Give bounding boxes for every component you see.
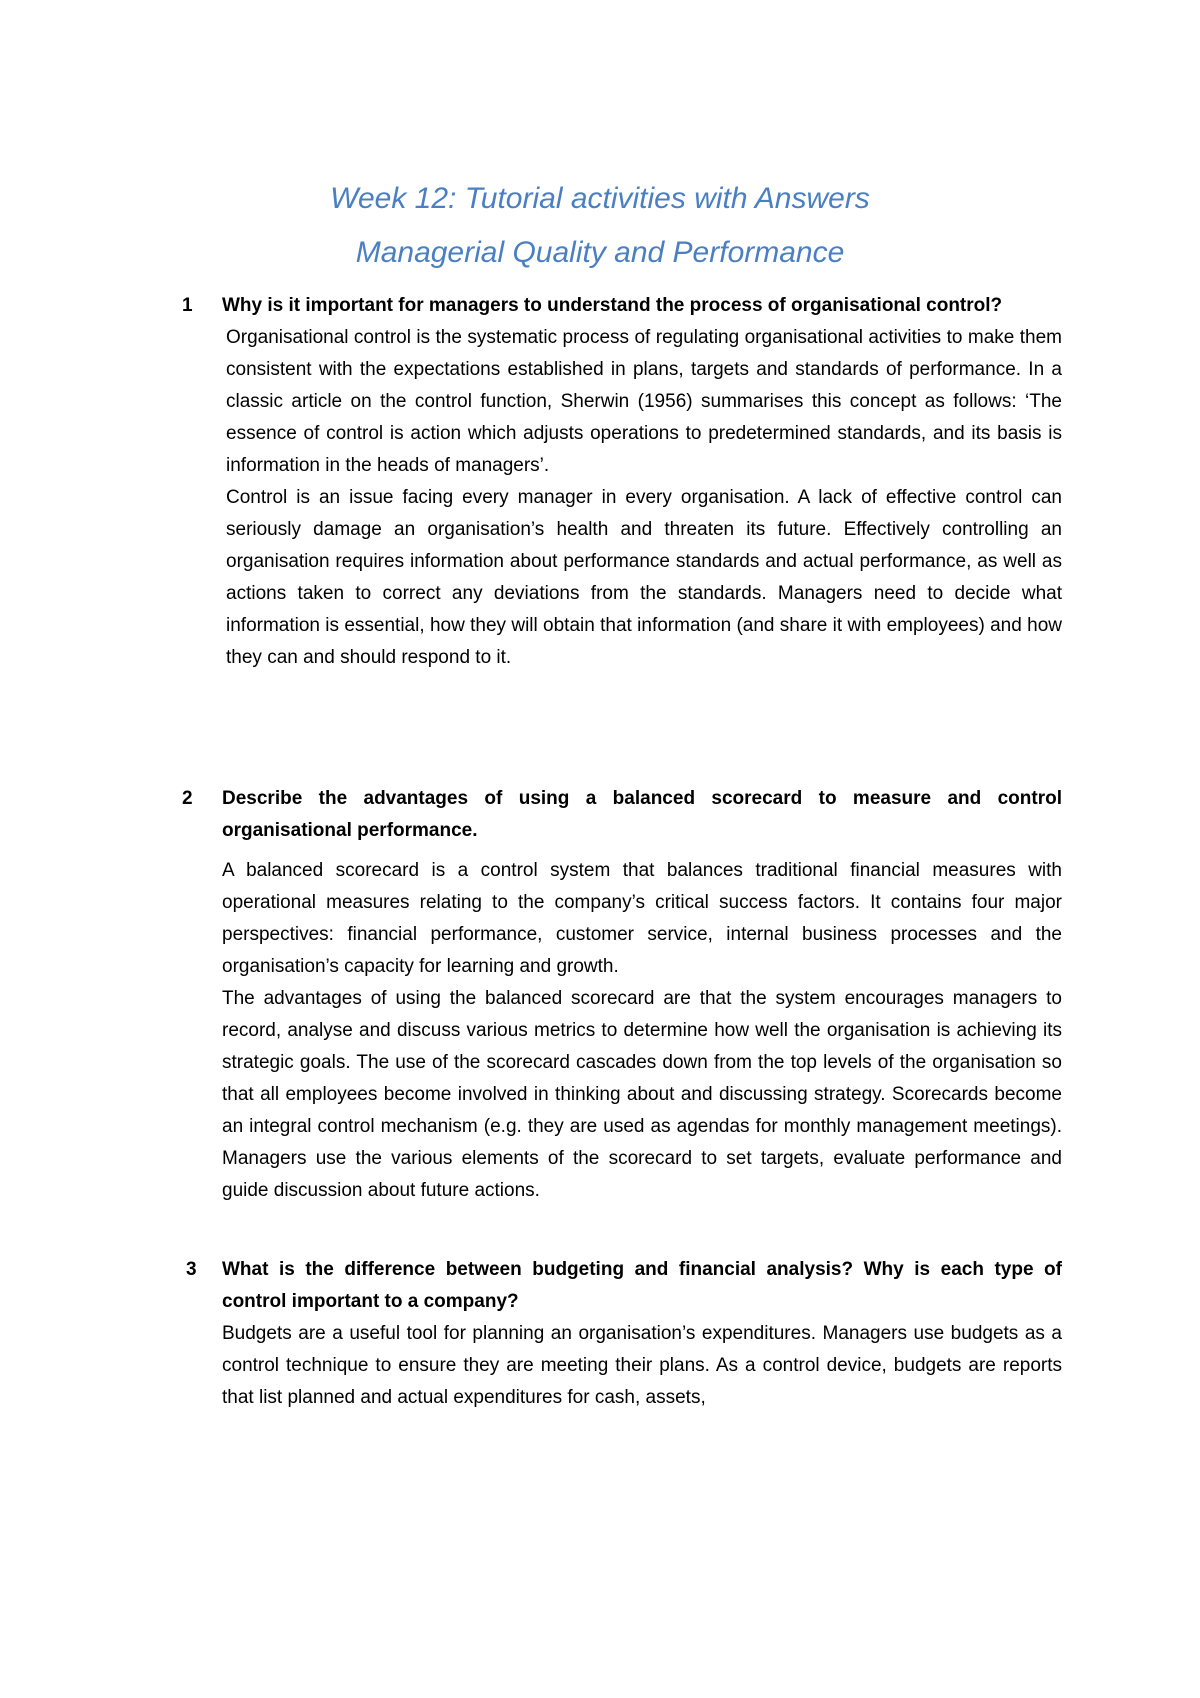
answer-paragraph: The advantages of using the balanced scorecard are that the system encourages managers to record, analyse and discuss various metrics to determine how well the organisation is achieving its strategic goals. The use of the scorecard cascades down from the top levels of the organisation so that all employees become involved in thinking about and discussing strategy. Scorecards become an integral control mechanism (e.g. they are used as agendas for monthly management meetings). Managers use the various elements of the scorecard to set targets, evaluate performance and guide discussion about future actions. bbox=[222, 988, 1062, 1201]
question-number: 3 bbox=[186, 1259, 197, 1280]
question-1 bbox=[182, 290, 1062, 674]
answer-text bbox=[222, 855, 1062, 1207]
answer-paragraph: Budgets are a useful tool for planning an organisation’s expenditures. Managers use budgets as a control technique to ensure they are meeting their plans. As a control device, budgets are reports that list planned and actual expenditures for cash, assets, bbox=[222, 1323, 1062, 1408]
question-text: Why is it important for managers to understand the process of organisational control? bbox=[222, 295, 1003, 316]
title-block bbox=[0, 172, 1200, 280]
answer-text bbox=[222, 1318, 1062, 1414]
question-3 bbox=[182, 1254, 1062, 1414]
answer-paragraph: Control is an issue facing every manager in every organisation. A lack of effective control can seriously damage an organisation’s health and threaten its future. Effectively controlling an organisation requires information about performance standards and actual performance, as well as actions taken to correct any deviations from the standards. Managers need to decide what information is essential, how they will obtain that information (and share it with employees) and how they can and should respond to it. bbox=[226, 487, 1062, 668]
question-number: 1 bbox=[182, 295, 193, 316]
question-number: 2 bbox=[182, 788, 193, 809]
page-subtitle: Managerial Quality and Performance bbox=[355, 236, 845, 269]
question-2 bbox=[182, 783, 1062, 1207]
answer-paragraph: A balanced scorecard is a control system that balances traditional financial measures with operational measures relating to the company’s critical success factors. It contains four major perspectives: financial performance, customer service, internal business processes and the organisation’s capacity for learning and growth. bbox=[222, 860, 1062, 977]
question-text: What is the difference between budgeting and financial analysis? Why is each type of control important to a company? bbox=[222, 1259, 1062, 1312]
question-text: Describe the advantages of using a balanced scorecard to measure and control organisational performance. bbox=[222, 788, 1062, 841]
answer-text bbox=[226, 322, 1062, 674]
answer-paragraph: Organisational control is the systematic process of regulating organisational activities to make them consistent with the expectations established in plans, targets and standards of performance. In a classic article on the control function, Sherwin (1956) summarises this concept as follows: ‘The essence of control is action which adjusts operations to predetermined standards, and its basis is information in the heads of managers’. bbox=[226, 327, 1062, 476]
page-title: Week 12: Tutorial activities with Answers bbox=[330, 182, 870, 215]
